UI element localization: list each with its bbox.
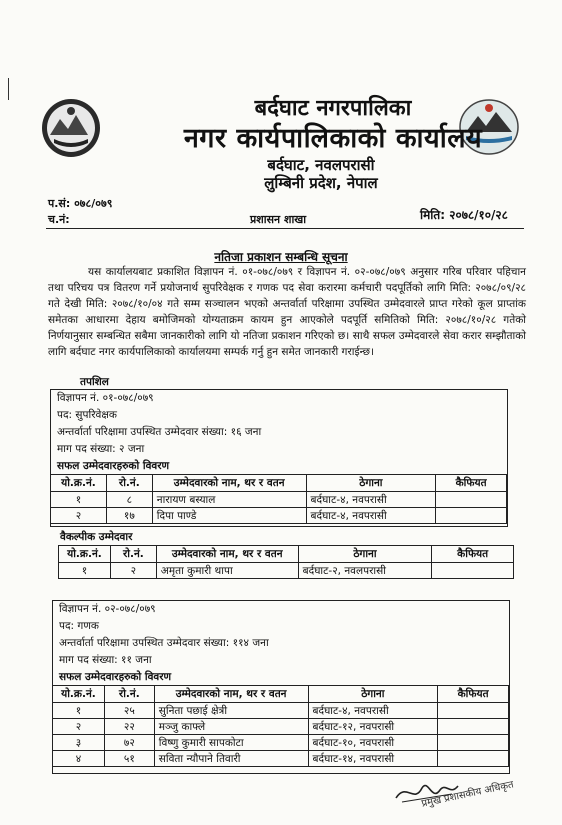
table-cell: २२ [104, 719, 154, 735]
table-cell: २ [53, 719, 105, 735]
table-cell: २ [51, 508, 107, 524]
cn-number: च.नं: [48, 213, 70, 226]
ad2-success-table [52, 685, 509, 767]
table-row [53, 703, 509, 719]
table-cell: नारायण बस्याल [152, 492, 306, 508]
alt-label: वैकल्पीक उम्मेदवार [60, 531, 133, 543]
signature-title: प्रमुख प्रशासकीय अधिकृत [420, 779, 515, 810]
table-cell: बर्दघाट-४, नवपरासी [308, 703, 438, 719]
table-cell: अमृता कुमारी थापा [156, 563, 298, 579]
table-cell [438, 751, 509, 767]
table-cell: सुनिता पछाई क्षेत्री [154, 703, 308, 719]
table-cell: बर्दघाट-४, नवपरासी [306, 492, 436, 508]
ad1-number: विज्ञापन नं. ०१-०७८/०७९ [57, 392, 154, 404]
ad2-info [53, 601, 507, 686]
col-header: रो.नं. [104, 686, 154, 703]
table-cell: २ [110, 563, 156, 579]
table-cell: विष्णु कुमारी सापकोटा [154, 735, 308, 751]
ad2-demand-count: माग पद संख्या: ११ जना [59, 654, 152, 666]
col-header: कैफियत [432, 546, 514, 563]
table-cell: १ [51, 492, 107, 508]
col-header: रो.नं. [110, 546, 156, 563]
col-header: रो.नं. [106, 475, 152, 492]
ad1-present-count: अन्तर्वार्ता परिक्षामा उपस्थित उम्मेदवार संख्या: १६ जना [57, 426, 262, 438]
ad1-success-label: सफल उम्मेदवारहरुको विवरण [57, 460, 170, 472]
col-header: यो.क्र.नं. [53, 686, 105, 703]
details-label: तपशिल [80, 376, 109, 388]
col-header: ठेगाना [308, 686, 438, 703]
ad1-info [51, 390, 505, 475]
col-header: ठेगाना [306, 475, 436, 492]
col-header: उम्मेदवारको नाम, थर र वतन [152, 475, 306, 492]
col-header: ठेगाना [298, 546, 432, 563]
table-row [59, 563, 514, 579]
ad2-number: विज्ञापन नं. ०२-०७८/०७९ [59, 603, 156, 615]
notice-date: मिति: २०७८/१०/२८ [420, 208, 508, 222]
table-cell [438, 719, 509, 735]
header-rule [46, 228, 524, 229]
table-cell: २५ [104, 703, 154, 719]
table-cell: ७२ [104, 735, 154, 751]
col-header: यो.क्र.नं. [59, 546, 111, 563]
ad2-success-label: सफल उम्मेदवारहरुको विवरण [59, 671, 172, 683]
office-name: नगर कार्यपालिकाको कार्यालय [183, 123, 483, 154]
table-row [53, 751, 509, 767]
table-row [51, 492, 507, 508]
municipality-name: बर्दघाट नगरपालिका [254, 96, 412, 121]
col-header: कैफियत [436, 475, 507, 492]
alt-table [58, 545, 514, 579]
table-cell: १७ [106, 508, 152, 524]
ad2-present-count: अन्तर्वार्ता परिक्षामा उपस्थित उम्मेदवार संख्या: ११४ जना [59, 637, 269, 649]
table-row [53, 719, 509, 735]
table-row [51, 508, 507, 524]
table-cell: बर्दघाट-१२, नवपरासी [308, 719, 438, 735]
notice-title: नतिजा प्रकाशन सम्बन्धि सूचना [214, 250, 348, 264]
table-cell [436, 508, 507, 524]
table-cell: बर्दघाट-४, नवपरासी [306, 508, 436, 524]
office-location: बर्दघाट, नवलपरासी [267, 156, 375, 174]
notice-body: यस कार्यालयबाट प्रकाशित विज्ञापन नं. ०१-०७८/०७९ र विज्ञापन नं. ०२-०७८/०७९ अनुसार गरिब परिवार पहिचान तथा परिचय पत्र वितरण गर्ने प्रयोजनार्थ सुपरिवेक्षक र गणक पद सेवा करारमा कर्मचारी पदपूर्तिको लागि मिति: २०७८/०९/२८ गते देखी मिति: २०७८/१०/०४ गते सम्म सञ्चालन भएको अन्तर्वार्ता परिक्षामा उपस्थित उम्मेदवारले प्राप्त गरेको कूल प्राप्तांक समेतका आधारमा देहाय बमोजिमको योग्यताक्रम कायम हुन आएकोले पदपूर्ति समितिको मिति: २०७८/१०/२८ गतेको निर्णयानुसार सम्बन्धित सबैमा जानकारीको लागि यो नतिजा प्रकाशन गरिएको छ। साथै सफल उम्मेदवारले सेवा करार सम्झौताको लागि बर्दघाट नगर कार्यपालिकाको कार्यालयमा सम्पर्क गर्नु हुन समेत जानकारी गराईन्छ। [48, 266, 526, 358]
table-cell: ८ [106, 492, 152, 508]
col-header: उम्मेदवारको नाम, थर र वतन [154, 686, 308, 703]
table-cell [436, 492, 507, 508]
table-cell: बर्दघाट-१४, नवपरासी [308, 751, 438, 767]
table-cell: मञ्जु काफ्ले [154, 719, 308, 735]
ad2-post: पद: गणक [59, 620, 99, 632]
col-header: यो.क्र.नं. [51, 475, 107, 492]
ps-number: प.सं: ०७८/०७९ [48, 197, 113, 210]
table-cell: दिपा पाण्डे [152, 508, 306, 524]
col-header: कैफियत [438, 686, 509, 703]
table-row [53, 735, 509, 751]
ad1-post: पद: सुपरिवेक्षक [57, 409, 117, 421]
section-name: प्रशासन शाखा [250, 213, 307, 226]
table-cell: १ [59, 563, 111, 579]
table-cell: सविता न्यौपाने तिवारी [154, 751, 308, 767]
table-cell: ४ [53, 751, 105, 767]
table-cell: १ [53, 703, 105, 719]
table-cell: बर्दघाट-२, नवलपरासी [298, 563, 432, 579]
table-cell [432, 563, 514, 579]
office-province: लुम्बिनी प्रदेश, नेपाल [264, 174, 378, 192]
ad1-success-table [50, 474, 507, 524]
col-header: उम्मेदवारको नाम, थर र वतन [156, 546, 298, 563]
table-cell [438, 703, 509, 719]
table-cell: ३ [53, 735, 105, 751]
table-cell: ५१ [104, 751, 154, 767]
ad1-demand-count: माग पद संख्या: २ जना [57, 443, 145, 455]
table-cell [438, 735, 509, 751]
margin-mark [8, 78, 9, 100]
table-cell: बर्दघाट-१०, नवपरासी [308, 735, 438, 751]
